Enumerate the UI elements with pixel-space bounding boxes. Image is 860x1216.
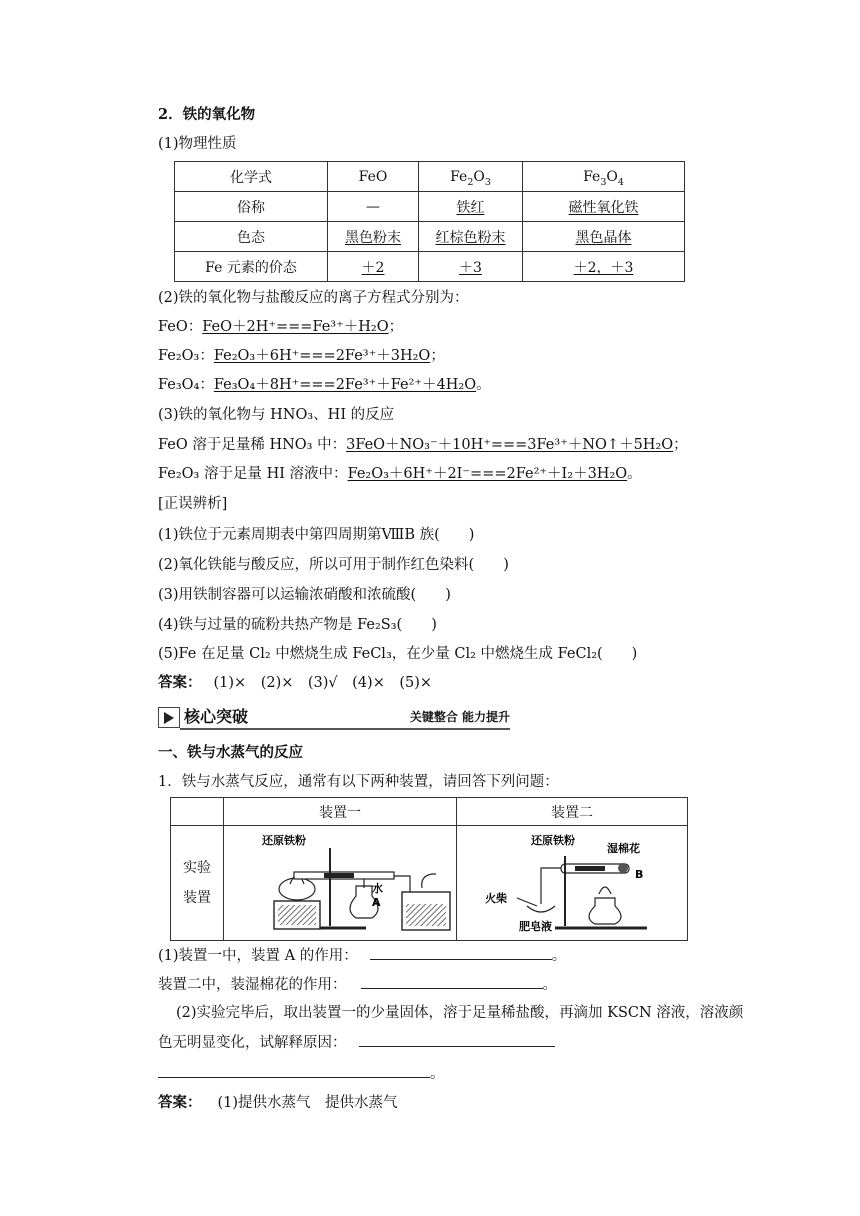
table-cell: — (328, 192, 419, 222)
question-1-1b: 装置二中，装湿棉花的作用： 。 (158, 974, 557, 995)
header-cell-apparatus-2: 装置二 (457, 798, 688, 826)
label-wet-cotton: 湿棉花 (607, 842, 640, 855)
judge-answer: 答案： (1)× (2)× (3)√ (4)× (5)× (158, 674, 433, 691)
table-row (175, 192, 685, 222)
label-soap-solution: 肥皂液 (519, 920, 552, 933)
answer-blank[interactable] (370, 945, 552, 960)
answer-blank[interactable] (158, 1063, 430, 1078)
label-a: A (372, 896, 381, 909)
table-row (175, 162, 685, 192)
equation-line: Fe₃O₄：Fe₃O₄＋8H⁺===2Fe³⁺＋Fe²⁺＋4H₂O。 (158, 377, 491, 393)
hcl-reaction-title: (2)铁的氧化物与盐酸反应的离子方程式分别为： (158, 290, 469, 306)
row-label: Fe 元素的价态 (175, 252, 328, 282)
banner-subtitle: 关键整合 能力提升 (409, 710, 510, 724)
table-cell: 红棕色粉末 (419, 222, 523, 252)
question-1-2c: 。 (158, 1063, 445, 1084)
oxide-properties-table (174, 161, 685, 282)
table-cell: 铁红 (419, 192, 523, 222)
table-cell (171, 798, 224, 826)
row-label-apparatus: 实验 装置 (171, 826, 224, 941)
answer-blank[interactable] (359, 1032, 555, 1047)
apparatus-2-diagram (457, 826, 687, 936)
table-row (175, 252, 685, 282)
judge-item: (4)铁与过量的硫粉共热产物是 Fe₂S₃( ) (158, 617, 437, 633)
row-label: 色态 (175, 222, 328, 252)
header-cell: 化学式 (175, 162, 328, 192)
section-heading-iron-oxides: 2．铁的氧化物 (158, 106, 256, 123)
answer-blank[interactable] (361, 974, 543, 989)
question-1-1a: (1)装置一中，装置 A 的作用： 。 (158, 945, 566, 966)
label-match: 火柴 (485, 892, 507, 905)
label-b: B (635, 868, 644, 881)
hno3-hi-title: (3)铁的氧化物与 HNO₃、HI 的反应 (158, 407, 395, 423)
judge-item: (5)Fe 在足量 Cl₂ 中燃烧生成 FeCl₃，在少量 Cl₂ 中燃烧生成 FeCl₂( ) (158, 646, 638, 662)
row-label: 俗称 (175, 192, 328, 222)
table-cell: 黑色粉末 (328, 222, 419, 252)
apparatus-2-cell (457, 826, 688, 941)
play-icon (158, 707, 180, 728)
judge-item: (2)氧化铁能与酸反应，所以可用于制作红色染料( ) (158, 557, 509, 573)
header-cell-fe2o3: $Fe_2O_3$ (419, 162, 523, 192)
equation-line: Fe₂O₃ 溶于足量 HI 溶液中：Fe₂O₃＋6H⁺＋2I⁻===2Fe²⁺＋I₂＋3H₂O。 (158, 466, 642, 482)
label-iron-powder: 还原铁粉 (531, 834, 575, 847)
table-row (175, 222, 685, 252)
table-cell: ＋3 (419, 252, 523, 282)
header-cell-feo: FeO (328, 162, 419, 192)
core-answer: 答案： (1)提供水蒸气 提供水蒸气 (158, 1094, 398, 1111)
equation-line: FeO：FeO＋2H⁺===Fe³⁺＋H₂O； (158, 319, 404, 335)
core-banner (158, 706, 510, 728)
question-1-2a: (2)实验完毕后，取出装置一的少量固体，溶于足量稀盐酸，再滴加 KSCN 溶液，溶液颜 (176, 1005, 744, 1021)
question-1-2b: 色无明显变化，试解释原因： (158, 1032, 555, 1053)
header-cell-fe3o4: $Fe_3O_4$ (523, 162, 685, 192)
steam-reaction-heading: 一、铁与水蒸气的反应 (158, 744, 303, 761)
table-cell: ＋2，＋3 (523, 252, 685, 282)
apparatus-1-cell (224, 826, 457, 941)
header-cell-apparatus-1: 装置一 (224, 798, 457, 826)
banner-title: 核心突破 (184, 707, 249, 726)
question-1: 1．铁与水蒸气反应，通常有以下两种装置，请回答下列问题： (158, 774, 559, 790)
equation-line: FeO 溶于足量稀 HNO₃ 中：3FeO＋NO₃⁻＋10H⁺===3Fe³⁺＋NO↑＋5H₂O； (158, 437, 688, 453)
judge-title: [正误辨析] (158, 496, 228, 512)
apparatus-table (170, 797, 688, 941)
judge-item: (1)铁位于元素周期表中第四周期第ⅧB 族( ) (158, 527, 475, 543)
table-cell: 黑色晶体 (523, 222, 685, 252)
judge-item: (3)用铁制容器可以运输浓硝酸和浓硫酸( ) (158, 587, 451, 603)
label-iron-powder: 还原铁粉 (262, 834, 306, 847)
equation-line: Fe₂O₃：Fe₂O₃＋6H⁺===2Fe³⁺＋3H₂O； (158, 348, 445, 364)
table-row (171, 798, 688, 826)
table-row (171, 826, 688, 941)
banner-rule (180, 728, 510, 730)
apparatus-1-diagram (226, 826, 454, 936)
table-cell: ＋2 (328, 252, 419, 282)
physical-properties-title: (1)物理性质 (158, 136, 237, 152)
table-cell: 磁性氧化铁 (523, 192, 685, 222)
label-water: 水 (372, 882, 383, 895)
